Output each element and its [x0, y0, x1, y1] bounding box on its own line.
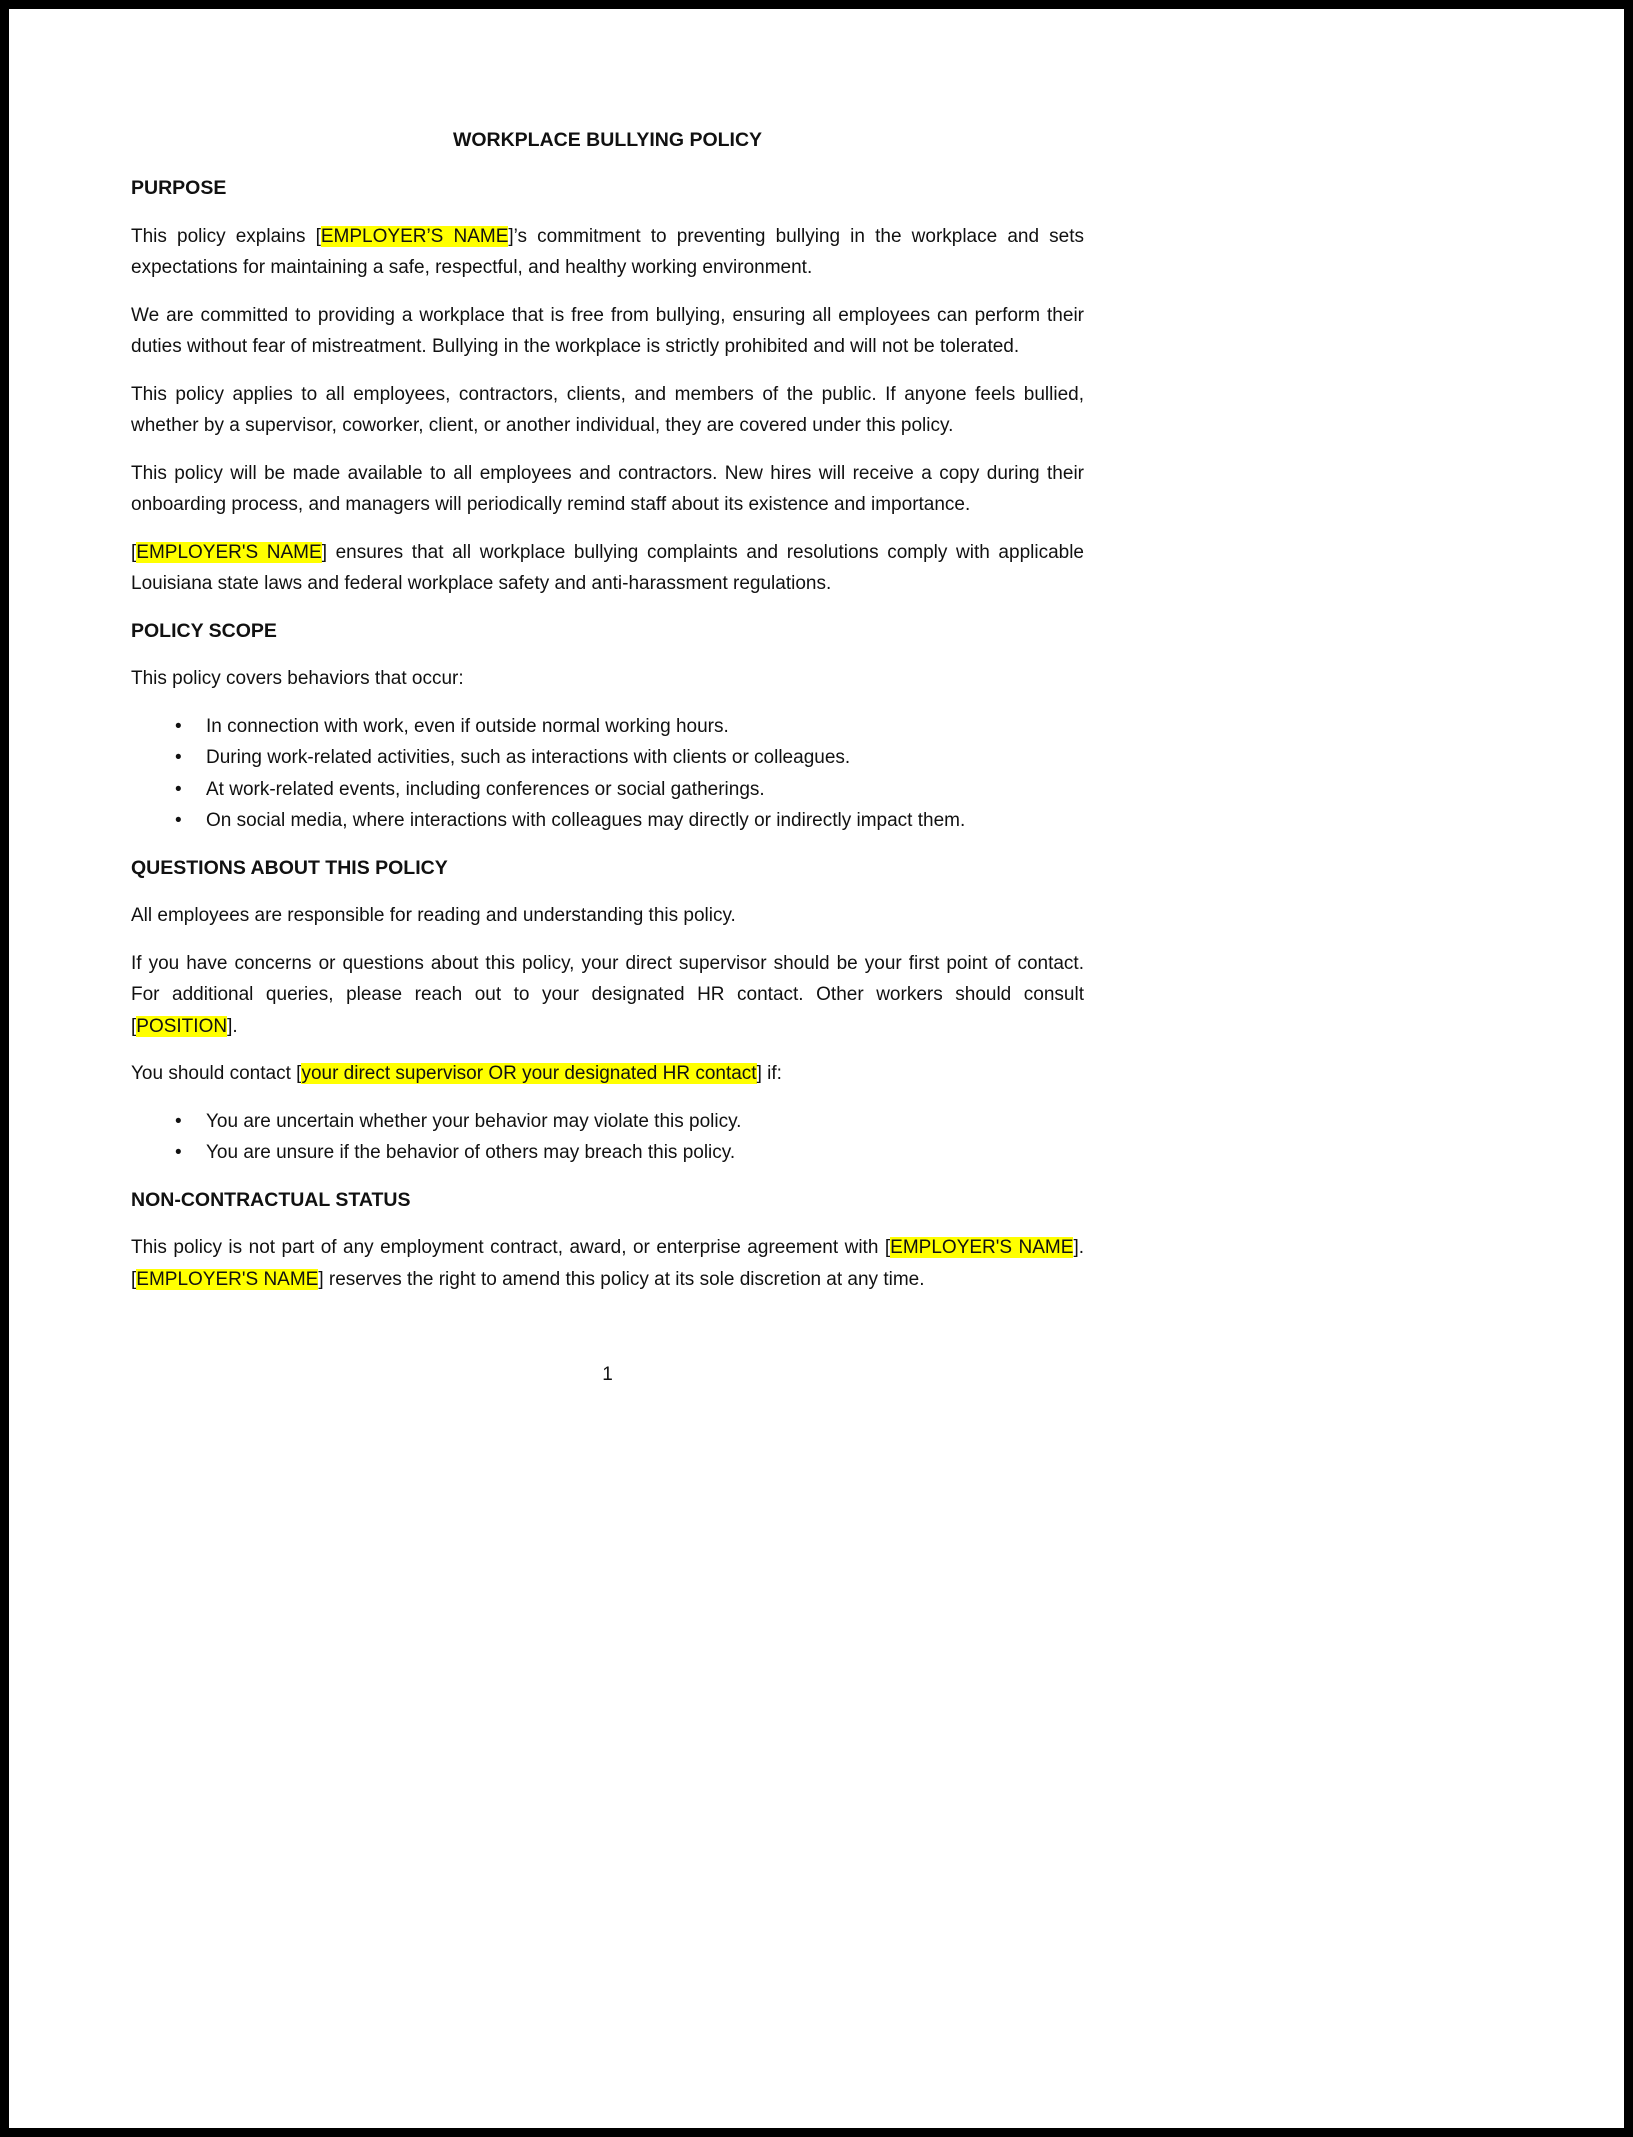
text-run: This policy explains [ [131, 225, 321, 247]
text-run: You are uncertain whether your behavior may violate this policy. [206, 1110, 742, 1132]
bullet-list [131, 711, 1084, 837]
document-title: WORKPLACE BULLYING POLICY [452, 129, 763, 151]
text-run: You should contact [ [131, 1063, 302, 1084]
page-number: 1 [602, 1364, 613, 1385]
bullet-item [131, 711, 1084, 743]
text-run: At work-related events, including conferences or social gatherings. [206, 778, 765, 800]
text-run: This policy covers behaviors that occur: [131, 668, 464, 689]
paragraph [131, 948, 1084, 1043]
text-run: All employees are responsible for reading and understanding this policy. [131, 905, 736, 926]
text-run: If you have concerns or questions about this policy, your direct supervisor should be your first point of contact. For additional queries, please reach out to your designated HR contact. Other workers should consult [ [131, 952, 1084, 1037]
bullet-item [131, 805, 1084, 837]
document-body [131, 173, 1084, 1295]
bullet-item [131, 774, 1084, 806]
section-heading: PURPOSE [131, 177, 227, 199]
text-run: [ [131, 541, 137, 563]
paragraph [131, 663, 1084, 695]
placeholder-highlight: EMPLOYER'S NAME [890, 1237, 1074, 1258]
paragraph [131, 300, 1084, 363]
paragraph [131, 1058, 1084, 1090]
text-run: During work-related activities, such as interactions with clients or colleagues. [206, 747, 851, 768]
placeholder-highlight: EMPLOYER'S NAME [136, 541, 322, 563]
section-heading: NON-CONTRACTUAL STATUS [131, 1188, 411, 1211]
text-run: ]. [227, 1015, 238, 1037]
text-run: ] ensures that all workplace bullying complaints and resolutions comply with applicable Louisiana state laws and federal workplace safety and anti-harassment regulations. [131, 541, 1084, 594]
bullet-item [131, 1137, 1084, 1169]
placeholder-highlight: EMPLOYER'S NAME [136, 1268, 319, 1290]
text-run: ]. [ [131, 1237, 1084, 1290]
text-run: This policy will be made available to all employees and contractors. New hires will receive a copy during their onboarding process, and managers will periodically remind staff about its existence and importance. [131, 462, 1084, 515]
section-heading: POLICY SCOPE [131, 619, 277, 642]
paragraph [131, 221, 1084, 284]
paragraph [131, 537, 1084, 600]
placeholder-highlight: EMPLOYER’S NAME [320, 225, 509, 247]
placeholder-highlight: POSITION [136, 1015, 228, 1037]
text-run: In connection with work, even if outside normal working hours. [206, 715, 729, 737]
text-run: You are unsure if the behavior of others may breach this policy. [206, 1142, 736, 1163]
bullet-item [131, 742, 1084, 774]
placeholder-highlight: your direct supervisor OR your designated HR contact [301, 1063, 757, 1084]
text-run: This policy applies to all employees, contractors, clients, and members of the public. If anyone feels bullied, whether by a supervisor, coworker, client, or another individual, they are covered under this policy. [131, 383, 1084, 436]
paragraph [131, 458, 1084, 521]
text-run: ]’s commitment to preventing bullying in the workplace and sets expectations for maintaining a safe, respectful, and healthy working environment. [131, 225, 1085, 278]
text-run: ] reserves the right to amend this policy at its sole discretion at any time. [318, 1268, 925, 1290]
section-heading: QUESTIONS ABOUT THIS POLICY [131, 856, 448, 879]
text-run: On social media, where interactions with colleagues may directly or indirectly impact them. [206, 810, 966, 831]
bullet-list [131, 1106, 1084, 1169]
text-run: ] if: [756, 1063, 782, 1084]
bullet-item [131, 1106, 1084, 1138]
text-run: This policy is not part of any employment contract, award, or enterprise agreement with [ [131, 1237, 891, 1258]
paragraph [131, 900, 1084, 932]
paragraph [131, 1232, 1084, 1295]
paragraph [131, 379, 1084, 442]
text-run: We are committed to providing a workplace that is free from bullying, ensuring all employees can perform their duties without fear of mistreatment. Bullying in the workplace is strictly prohibited and will not be tolerated. [131, 304, 1084, 357]
document-content-column [131, 125, 1084, 1390]
